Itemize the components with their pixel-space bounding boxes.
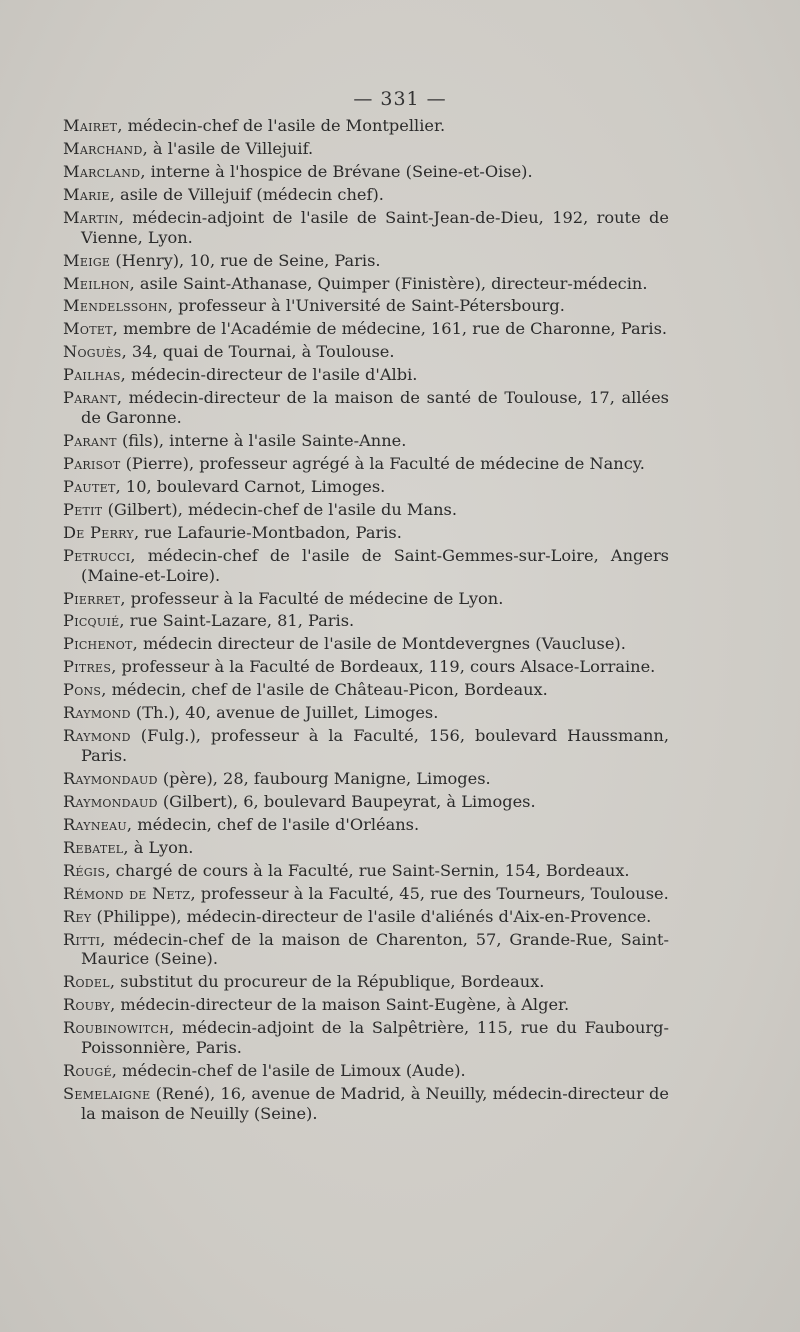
entry-name: Rey — [63, 906, 92, 926]
entry-name: Meilhon — [63, 273, 130, 293]
entry-name: Pons — [63, 680, 102, 700]
entry-details: , à Lyon. — [123, 837, 194, 857]
entry-name: Rouby — [63, 995, 111, 1015]
list-item — [63, 116, 669, 136]
entry-name: Raymond — [63, 703, 131, 723]
entry-name: Ritti — [63, 929, 101, 949]
entry-details: (Gilbert), médecin-chef de l'asile du Mans. — [102, 499, 457, 519]
entry-details: , médecin-directeur de la maison Saint-Eugène, à Alger. — [110, 995, 570, 1015]
list-item — [63, 634, 669, 654]
entry-details: (Pierre), professeur agrégé à la Faculté de médecine de Nancy. — [120, 453, 645, 473]
list-item — [63, 838, 669, 858]
list-item — [63, 972, 669, 992]
list-item — [63, 454, 669, 474]
list-item — [63, 388, 669, 427]
entry-name: Petit — [63, 499, 103, 519]
entry-details: (Fulg.), professeur à la Faculté, 156, boulevard Haussmann, Paris. — [81, 726, 669, 765]
list-item — [63, 546, 669, 585]
entry-details: , professeur à l'Université de Saint-Pétersbourg. — [167, 296, 565, 316]
entry-details: , professeur à la Faculté de Bordeaux, 119, cours Alsace-Lorraine. — [111, 657, 656, 677]
entry-details: , interne à l'hospice de Brévane (Seine-et-Oise). — [140, 161, 533, 181]
entry-details: , médecin-chef de l'asile de Saint-Gemmes-sur-Loire, Angers (Maine-et-Loire). — [81, 545, 669, 585]
entry-details: , rue Saint-Lazare, 81, Paris. — [119, 611, 355, 631]
entry-name: Rémond de Netz — [63, 883, 191, 903]
entry-details: (Th.), 40, avenue de Juillet, Limoges. — [130, 703, 439, 723]
list-item — [63, 162, 669, 182]
entry-details: , médecin, chef de l'asile d'Orléans. — [126, 814, 420, 834]
entry-name: Parisot — [63, 453, 121, 473]
entry-details: , asile de Villejuif (médecin chef). — [109, 184, 384, 204]
list-item — [63, 1061, 669, 1081]
entry-name: Pailhas — [63, 365, 121, 385]
list-item — [63, 657, 669, 677]
entry-details: , médecin-chef de l'asile de Limoux (Aude). — [111, 1061, 466, 1080]
entry-details: , rue Lafaurie-Montbadon, Paris. — [133, 522, 402, 542]
list-item — [63, 139, 669, 159]
entry-details: , médecin-chef de l'asile de Montpellier. — [117, 116, 446, 135]
entry-details: , médecin-adjoint de la Salpêtrière, 115, rue du Faubourg-Poissonnière, Paris. — [81, 1018, 669, 1058]
entry-name: Meige — [63, 250, 111, 270]
entry-details: , 34, quai de Tournai, à Toulouse. — [121, 342, 395, 362]
entry-details: , médecin, chef de l'asile de Château-Picon, Bordeaux. — [101, 680, 548, 700]
list-item — [63, 431, 669, 451]
entry-name: Picquié — [63, 611, 120, 631]
list-item — [63, 680, 669, 700]
entry-name: Rayneau — [63, 814, 127, 834]
list-item — [63, 208, 669, 247]
entry-name: Noguès — [63, 342, 122, 362]
entry-details: , médecin-chef de la maison de Charenton, 57, Grande-Rue, Saint-Maurice (Seine). — [81, 929, 669, 969]
entry-details: , médecin-directeur de la maison de santé de Toulouse, 17, allées de Garonne. — [81, 388, 669, 428]
entry-details: (père), 28, faubourg Manigne, Limoges. — [157, 768, 491, 788]
list-item — [63, 500, 669, 520]
list-item — [63, 477, 669, 497]
list-item — [63, 185, 669, 205]
entry-details: , professeur à la Faculté de médecine de Lyon. — [120, 588, 504, 608]
list-item — [63, 884, 669, 904]
entry-name: Martin — [63, 207, 119, 227]
entry-name: Raymondaud — [63, 768, 158, 788]
entry-details: , chargé de cours à la Faculté, rue Saint-Sernin, 154, Bordeaux. — [105, 860, 630, 880]
entry-name: Raymondaud — [63, 791, 158, 811]
entry-name: Mairet — [63, 116, 118, 135]
entry-details: , médecin-adjoint de l'asile de Saint-Jean-de-Dieu, 192, route de Vienne, Lyon. — [81, 207, 669, 247]
entry-name: Semelaigne — [63, 1083, 151, 1103]
list-item — [63, 1084, 669, 1123]
entry-details: (Gilbert), 6, boulevard Baupeyrat, à Limoges. — [157, 791, 536, 811]
list-item — [63, 274, 669, 294]
list-item — [63, 792, 669, 812]
list-item — [63, 726, 669, 765]
list-item — [63, 611, 669, 631]
entry-details: , substitut du procureur de la République, Bordeaux. — [109, 972, 545, 992]
list-item — [63, 861, 669, 881]
list-item — [63, 296, 669, 316]
entry-details: (Henry), 10, rue de Seine, Paris. — [110, 250, 381, 270]
list-item — [63, 319, 669, 339]
member-list — [63, 116, 669, 1127]
page-number: — 331 — — [353, 88, 447, 110]
entry-name: Rebatel — [63, 837, 124, 857]
entry-name: Motet — [63, 319, 113, 339]
entry-details: , 10, boulevard Carnot, Limoges. — [115, 476, 386, 496]
entry-name: Marcland — [63, 161, 141, 181]
entry-details: (fils), interne à l'asile Sainte-Anne. — [116, 431, 407, 450]
entry-name: Parant — [63, 431, 117, 450]
list-item — [63, 1018, 669, 1057]
entry-name: Pierret — [63, 588, 121, 608]
entry-details: , médecin-directeur de l'asile d'Albi. — [120, 365, 418, 385]
entry-name: De Perry — [63, 522, 134, 542]
entry-name: Roubinowitch — [63, 1018, 170, 1038]
list-item — [63, 769, 669, 789]
entry-name: Rougé — [63, 1061, 112, 1080]
list-item — [63, 365, 669, 385]
entry-details: , membre de l'Académie de médecine, 161, rue de Charonne, Paris. — [112, 319, 668, 339]
entry-name: Régis — [63, 860, 106, 880]
entry-details: , asile Saint-Athanase, Quimper (Finistère), directeur-médecin. — [129, 273, 648, 293]
list-item — [63, 703, 669, 723]
entry-name: Mendelssohn — [63, 296, 168, 316]
entry-name: Pautet — [63, 476, 116, 496]
list-item — [63, 995, 669, 1015]
entry-name: Pitres — [63, 657, 112, 677]
list-item — [63, 251, 669, 271]
list-item — [63, 523, 669, 543]
list-item — [63, 907, 669, 927]
list-item — [63, 815, 669, 835]
entry-name: Pichenot — [63, 634, 133, 654]
entry-name: Rodel — [63, 972, 110, 992]
entry-name: Parant — [63, 388, 117, 408]
entry-details: (René), 16, avenue de Madrid, à Neuilly, médecin-directeur de la maison de Neuilly (Seine). — [81, 1083, 669, 1123]
entry-name: Marchand — [63, 138, 143, 158]
entry-name: Marie — [63, 184, 110, 204]
entry-details: , médecin directeur de l'asile de Montdevergnes (Vaucluse). — [132, 634, 626, 654]
list-item — [63, 930, 669, 969]
entry-details: (Philippe), médecin-directeur de l'asile d'aliénés d'Aix-en-Provence. — [91, 906, 652, 926]
list-item — [63, 589, 669, 609]
entry-name: Raymond — [63, 726, 131, 746]
list-item — [63, 342, 669, 362]
entry-details: , à l'asile de Villejuif. — [142, 138, 314, 158]
entry-details: , professeur à la Faculté, 45, rue des Tourneurs, Toulouse. — [190, 883, 669, 903]
entry-name: Petrucci — [63, 545, 131, 565]
